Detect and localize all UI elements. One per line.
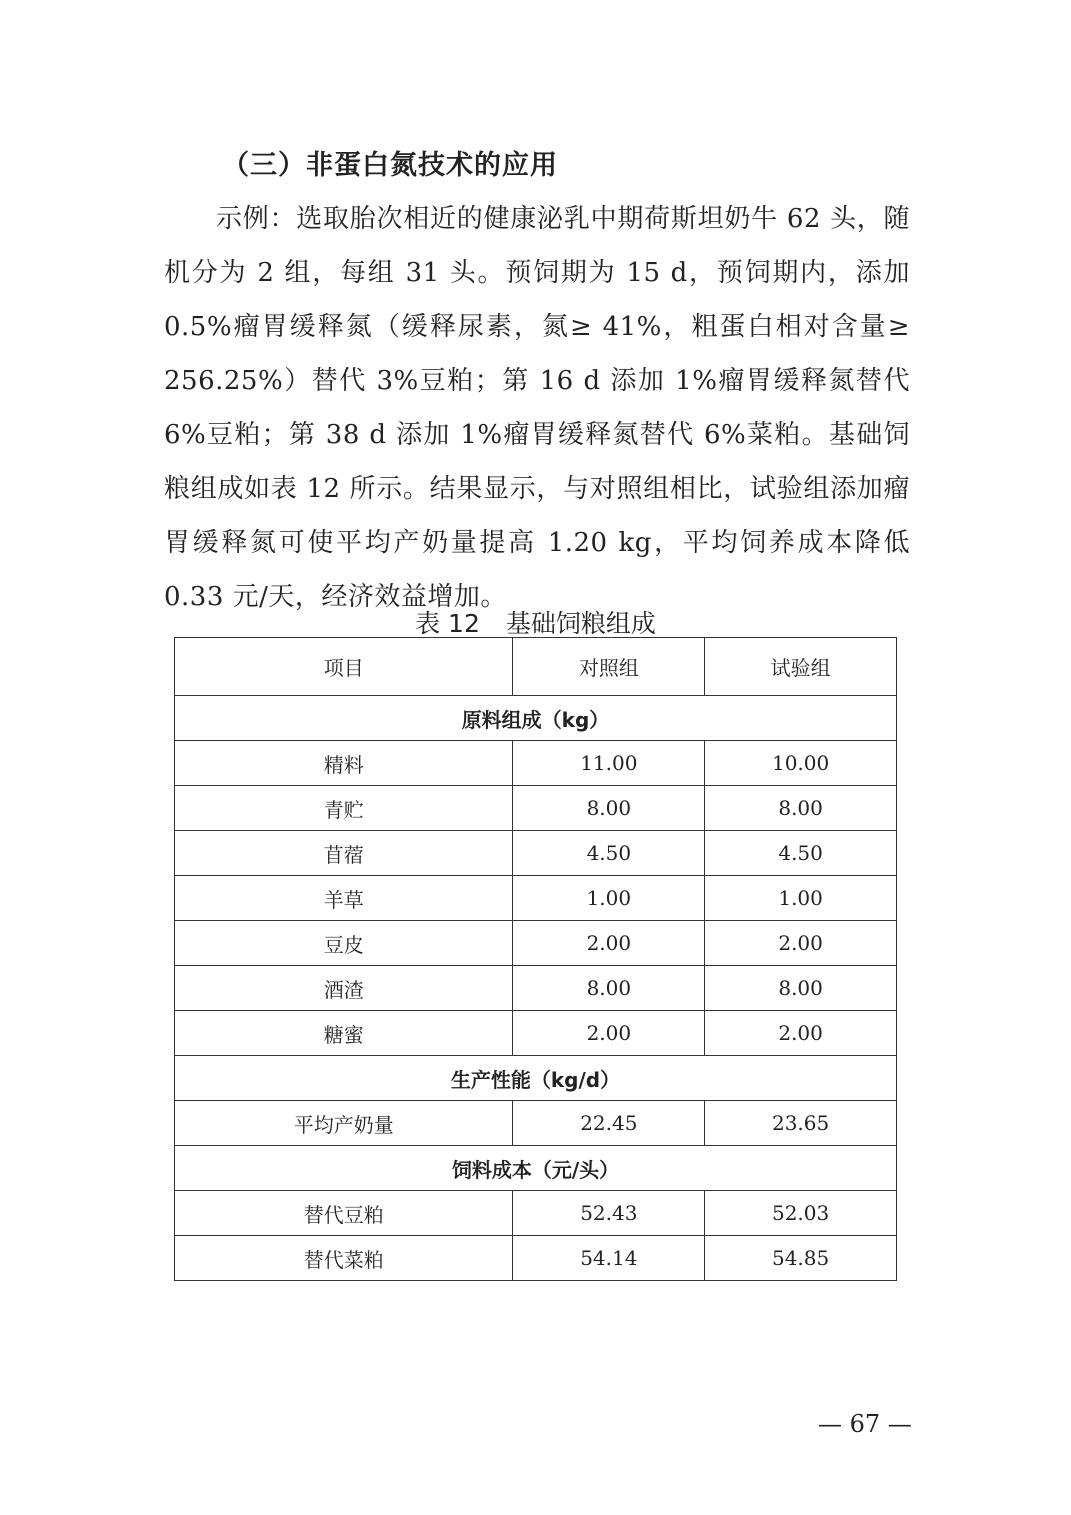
control-value: 2.00 (513, 921, 705, 966)
control-value: 22.45 (513, 1101, 705, 1146)
control-value: 2.00 (513, 1011, 705, 1056)
control-value: 52.43 (513, 1191, 705, 1236)
test-value: 54.85 (705, 1236, 897, 1281)
test-value: 2.00 (705, 1011, 897, 1056)
table-row (175, 1011, 897, 1056)
row-label: 苜蓿 (175, 831, 513, 876)
row-label: 豆皮 (175, 921, 513, 966)
table-row (175, 786, 897, 831)
section-row (175, 1146, 897, 1191)
row-label: 青贮 (175, 786, 513, 831)
section-ingredients: 原料组成（kg） (175, 696, 897, 741)
row-label: 糖蜜 (175, 1011, 513, 1056)
row-label: 替代菜粕 (175, 1236, 513, 1281)
control-value: 4.50 (513, 831, 705, 876)
header-control: 对照组 (513, 638, 705, 696)
table-row (175, 1101, 897, 1146)
control-value: 11.00 (513, 741, 705, 786)
test-value: 8.00 (705, 966, 897, 1011)
row-label: 平均产奶量 (175, 1101, 513, 1146)
section-heading: （三）非蛋白氮技术的应用 (222, 150, 558, 181)
table-row (175, 1191, 897, 1236)
table-row (175, 876, 897, 921)
test-value: 4.50 (705, 831, 897, 876)
control-value: 1.00 (513, 876, 705, 921)
control-value: 8.00 (513, 966, 705, 1011)
table-row (175, 1236, 897, 1281)
row-label: 替代豆粕 (175, 1191, 513, 1236)
row-label: 酒渣 (175, 966, 513, 1011)
test-value: 10.00 (705, 741, 897, 786)
header-test: 试验组 (705, 638, 897, 696)
test-value: 8.00 (705, 786, 897, 831)
test-value: 1.00 (705, 876, 897, 921)
section-row (175, 696, 897, 741)
control-value: 54.14 (513, 1236, 705, 1281)
table-number: 表 12 (415, 609, 480, 638)
test-value: 52.03 (705, 1191, 897, 1236)
example-paragraph: 示例：选取胎次相近的健康泌乳中期荷斯坦奶牛 62 头，随机分为 2 组，每组 31 头。预饲期为 15 d，预饲期内，添加 0.5%瘤胃缓释氮（缓释尿素，氮≥ 41%，粗蛋白相对含量≥ 256.25%）替代 3%豆粕；第 16 d 添加 1%瘤胃缓释氮替代 6%豆粕；第 38 d 添加 1%瘤胃缓释氮替代 6%菜粕。基础饲粮组成如表 12 所示。结果显示，与对照组相比，试验组添加瘤胃缓释氮可使平均产奶量提高 1.20 kg，平均饲养成本降低 0.33 元/天，经济效益增加。 (164, 204, 910, 612)
table-caption (0, 604, 1071, 640)
feed-composition-table (174, 637, 897, 1281)
page-number: — 67 — (818, 1410, 912, 1438)
section-cost: 饲料成本（元/头） (175, 1146, 897, 1191)
row-label: 羊草 (175, 876, 513, 921)
section-row (175, 1056, 897, 1101)
table-title: 基础饲粮组成 (505, 609, 656, 638)
table-row (175, 831, 897, 876)
control-value: 8.00 (513, 786, 705, 831)
table-row (175, 921, 897, 966)
test-value: 2.00 (705, 921, 897, 966)
section-performance: 生产性能（kg/d） (175, 1056, 897, 1101)
header-item: 项目 (175, 638, 513, 696)
table-header-row (175, 638, 897, 696)
table-row (175, 741, 897, 786)
row-label: 精料 (175, 741, 513, 786)
test-value: 23.65 (705, 1101, 897, 1146)
table-row (175, 966, 897, 1011)
